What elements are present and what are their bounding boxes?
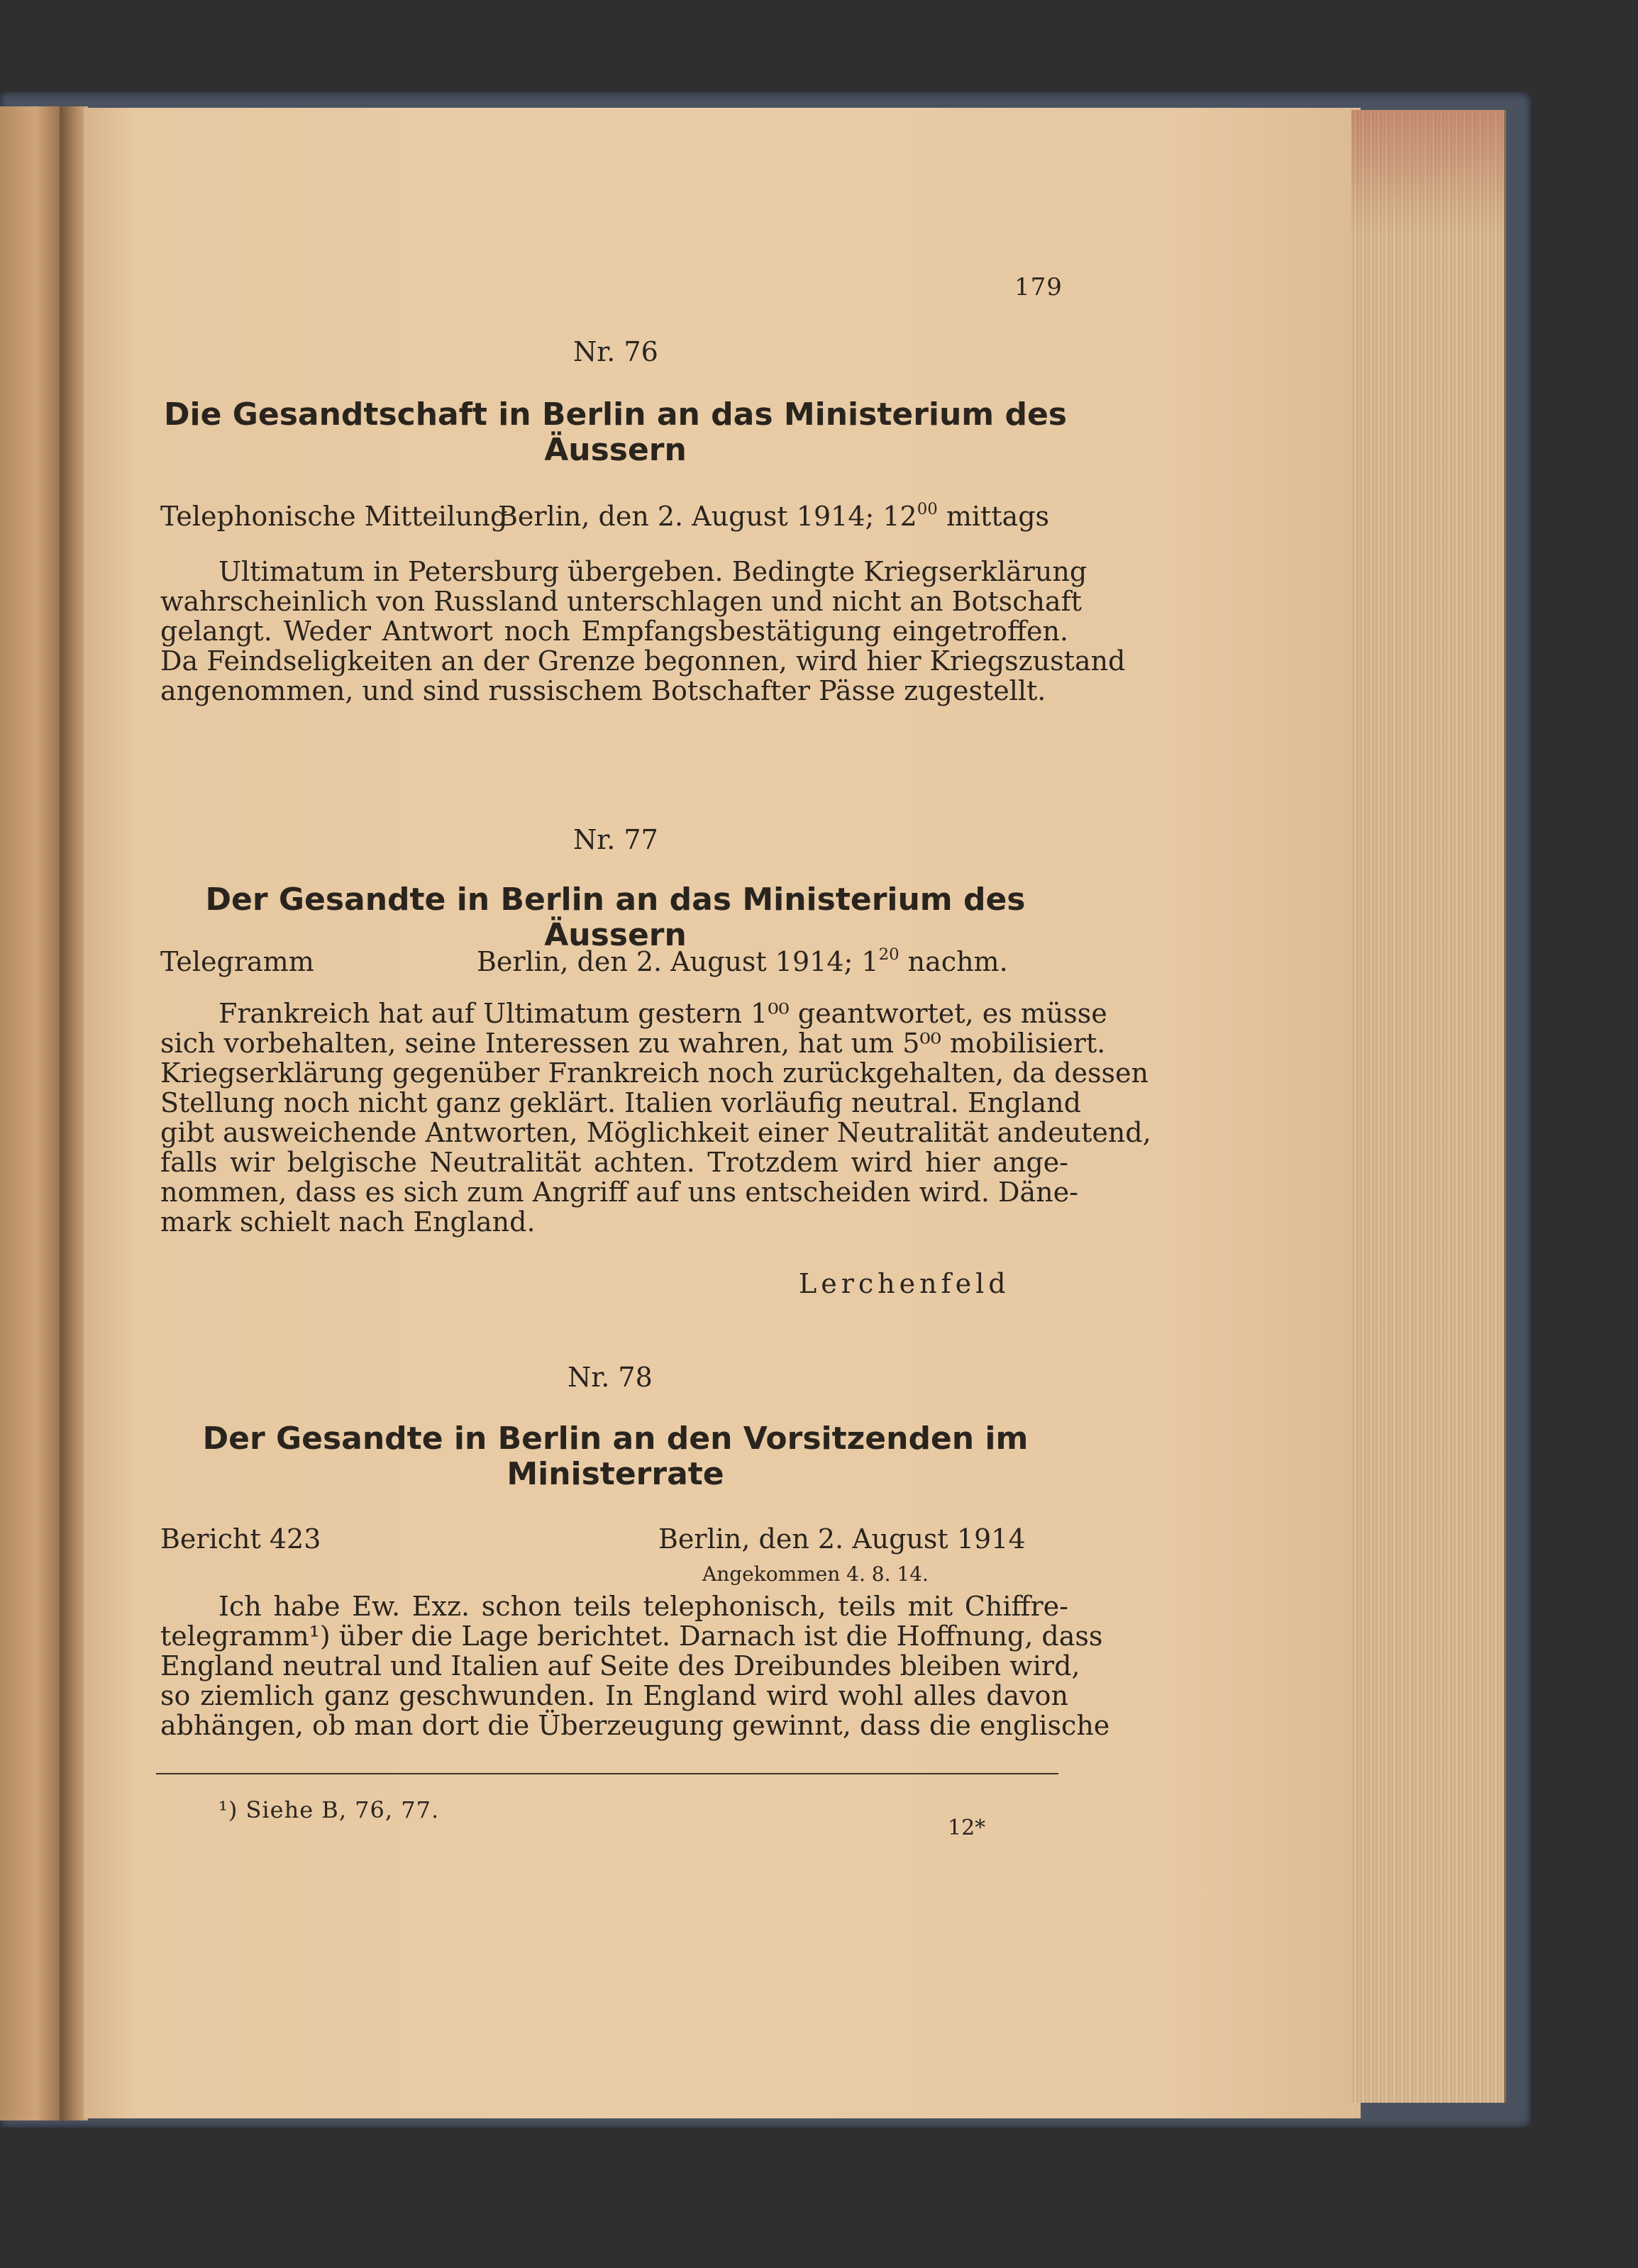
section-77-title bbox=[160, 882, 1071, 953]
section-76-title-line-1: Die Gesandtschaft in Berlin an das Ministerium des bbox=[163, 396, 1067, 433]
section-77-title-line-1: Der Gesandte in Berlin an das Ministerium des Äussern bbox=[205, 882, 1026, 953]
section-76-line-5: angenommen, und sind russischem Botschafter Pässe zugestellt. bbox=[160, 675, 1046, 706]
section-77-date: Berlin, den 2. August 1914; 1 bbox=[477, 946, 879, 977]
section-77-meta-right bbox=[477, 946, 1008, 977]
section-76-title-line-2: Äussern bbox=[544, 432, 687, 468]
section-77-body bbox=[160, 998, 1151, 1238]
section-77-signature: Lerchenfeld bbox=[799, 1268, 1010, 1299]
section-78-line-5: abhängen, ob man dort die Überzeugung gewinnt, dass die englische bbox=[160, 1710, 1110, 1741]
section-78-line-3: England neutral und Italien auf Seite des Dreibundes bleiben wird, bbox=[160, 1650, 1080, 1681]
section-78-line-1: Ich habe Ew. Exz. schon teils telephonisch, teils mit Chiffre- bbox=[218, 1591, 1068, 1622]
section-76-title bbox=[160, 397, 1071, 468]
section-77-line-6: falls wir belgische Neutralität achten. Trotzdem wird hier ange- bbox=[160, 1147, 1068, 1178]
section-76-line-3: gelangt. Weder Antwort noch Empfangsbestätigung eingetroffen. bbox=[160, 616, 1068, 647]
section-76-line-2: wahrscheinlich von Russland unterschlagen und nicht an Botschaft bbox=[160, 586, 1082, 617]
section-76-time-sup: 00 bbox=[917, 500, 938, 519]
page-edges bbox=[1351, 110, 1506, 2103]
left-page-edge bbox=[0, 106, 60, 2120]
section-78-title bbox=[160, 1421, 1071, 1492]
section-77-line-8: mark schielt nach England. bbox=[160, 1206, 536, 1238]
section-76-number: Nr. 76 bbox=[573, 336, 658, 367]
section-77-line-3: Kriegserklärung gegenüber Frankreich noch zurückgehalten, da dessen bbox=[160, 1057, 1149, 1089]
section-77-line-2: sich vorbehalten, seine Interessen zu wahren, hat um 5⁰⁰ mobilisiert. bbox=[160, 1028, 1106, 1059]
section-76-meta-left: Telephonische Mitteilung bbox=[160, 501, 508, 532]
section-77-line-7: nommen, dass es sich zum Angriff auf uns entscheiden wird. Däne- bbox=[160, 1177, 1078, 1208]
section-78-line-2: telegramm¹) über die Lage berichtet. Darnach ist die Hoffnung, dass bbox=[160, 1621, 1103, 1652]
section-78-meta-right: Berlin, den 2. August 1914 bbox=[658, 1523, 1026, 1555]
section-78-meta-left: Bericht 423 bbox=[160, 1523, 321, 1555]
section-76-time-tail: mittags bbox=[937, 501, 1050, 532]
section-77-line-5: gibt ausweichende Antworten, Möglichkeit einer Neutralität andeutend, bbox=[160, 1117, 1151, 1148]
signature-mark: 12* bbox=[948, 1816, 986, 1840]
section-77-line-4: Stellung noch nicht ganz geklärt. Italien vorläufig neutral. England bbox=[160, 1087, 1081, 1118]
section-78-number: Nr. 78 bbox=[568, 1362, 653, 1393]
section-76-date: Berlin, den 2. August 1914; 12 bbox=[498, 501, 917, 532]
section-76-line-4: Da Feindseligkeiten an der Grenze begonnen, wird hier Kriegszustand bbox=[160, 645, 1126, 677]
section-77-time-sup: 20 bbox=[878, 945, 900, 965]
section-76-line-1: Ultimatum in Petersburg übergeben. Bedingte Kriegserklärung bbox=[218, 556, 1088, 587]
section-78-title-line-2: Ministerrate bbox=[507, 1456, 724, 1492]
section-78-received: Angekommen 4. 8. 14. bbox=[702, 1562, 929, 1586]
section-78-line-4: so ziemlich ganz geschwunden. In England wird wohl alles davon bbox=[160, 1680, 1068, 1711]
section-78-body bbox=[160, 1591, 1110, 1741]
section-77-number: Nr. 77 bbox=[573, 824, 658, 855]
section-77-line-1: Frankreich hat auf Ultimatum gestern 1⁰⁰ geantwortet, es müsse bbox=[218, 998, 1107, 1029]
section-76-body bbox=[160, 556, 1126, 706]
section-77-time-tail: nachm. bbox=[899, 946, 1008, 977]
footnote-rule bbox=[156, 1773, 1058, 1774]
page-number: 179 bbox=[1014, 273, 1063, 301]
footnote: ¹) Siehe B, 76, 77. bbox=[218, 1796, 440, 1823]
section-77-meta-left: Telegramm bbox=[160, 946, 314, 977]
section-76-meta-right bbox=[498, 501, 1049, 532]
section-78-title-line-1: Der Gesandte in Berlin an den Vorsitzenden im bbox=[202, 1421, 1029, 1457]
